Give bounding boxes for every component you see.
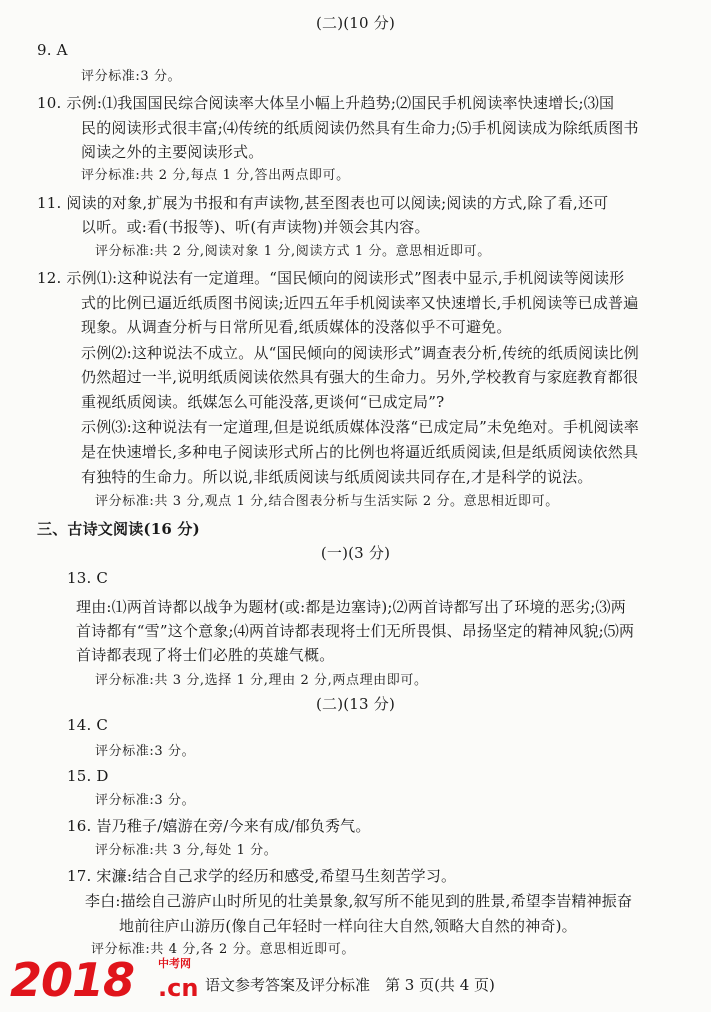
answer-q11-line2: 以听。或:看(书报等)、听(有声读物)并领会其内容。 [81,218,430,236]
scoring-q11: 评分标准:共 2 分,阅读对象 1 分,阅读方式 1 分。意思相近即可。 [95,244,491,259]
answer-q13-line3: 首诗都表现了将士们必胜的英雄气概。 [76,646,335,664]
answer-q13: 13. C [67,569,109,587]
answer-q17-line1: 17. 宋濂:结合自己求学的经历和感受,希望马生刻苦学习。 [67,867,457,885]
scoring-q13: 评分标准:共 3 分,选择 1 分,理由 2 分,两点理由即可。 [95,673,428,688]
scoring-q12: 评分标准:共 3 分,观点 1 分,结合图表分析与生活实际 2 分。意思相近即可。 [95,494,559,509]
scoring-q15: 评分标准:3 分。 [95,793,196,808]
answer-q9: 9. A [37,41,68,59]
site-logo-number: 2018 [10,953,135,1007]
answer-q12-line8: 是在快速增长,多种电子阅读形式所占的比例也将逼近纸质阅读,但是纸质阅读依然具 [81,443,639,461]
scoring-q16: 评分标准:共 3 分,每处 1 分。 [95,843,278,858]
answer-q12-line7: 示例⑶:这种说法有一定道理,但是说纸质媒体没落“已成定局”未免绝对。手机阅读率 [81,418,639,436]
answer-q15: 15. D [67,767,109,785]
subsection-heading-er-13: (二)(13 分) [315,695,396,713]
answer-q16: 16. 峕乃稚子/嬉游在旁/今来有成/郁负秀气。 [67,817,371,835]
answer-q13-line2: 首诗都有“雪”这个意象;⑷两首诗都表现将士们无所畏惧、昂扬坚定的精神风貌;⑸两 [76,622,635,640]
answer-q12-line9: 有独特的生命力。所以说,非纸质阅读与纸质阅读共同存在,才是科学的说法。 [81,468,593,486]
subsection-heading-er-10: (二)(10 分) [315,14,396,32]
scoring-q9: 评分标准:3 分。 [81,69,182,84]
answer-q10-line3: 阅读之外的主要阅读形式。 [81,143,264,161]
answer-q12-line5: 仍然超过一半,说明纸质阅读依然具有强大的生命力。另外,学校教育与家庭教育都很 [81,368,639,386]
scoring-q17: 评分标准:共 4 分,各 2 分。意思相近即可。 [91,942,355,957]
site-logo-domain: .cn [158,974,199,1002]
answer-q17-line2: 李白:描绘自己游庐山时所见的壮美景象,叙写所不能见到的胜景,希望李峕精神振奋 [85,892,633,910]
answer-q12-line2: 式的比例已逼近纸质图书阅读;近四五年手机阅读率又快速增长,手机阅读等已成普遍 [81,294,639,312]
answer-q14: 14. C [67,716,109,734]
section-heading-3: 三、古诗文阅读(16 分) [37,520,200,538]
answer-q10-line2: 民的阅读形式很丰富;⑷传统的纸质阅读仍然具有生命力;⑸手机阅读成为除纸质图书 [81,119,639,137]
answer-q13-line1: 理由:⑴两首诗都以战争为题材(或:都是边塞诗);⑵两首诗都写出了环境的恶劣;⑶两 [76,598,626,616]
site-logo-tag: 中考网 [158,957,191,970]
page-number-info: 语文参考答案及评分标准 第 3 页(共 4 页) [205,976,495,994]
subsection-heading-yi-3: (一)(3 分) [320,544,391,562]
answer-q12-line1: 12. 示例⑴:这种说法有一定道理。“国民倾向的阅读形式”图表中显示,手机阅读等阅读形 [37,269,625,287]
page-footer [0,955,711,1005]
answer-q12-line4: 示例⑵:这种说法不成立。从“国民倾向的阅读形式”调查表分析,传统的纸质阅读比例 [81,344,639,362]
answer-q11-line1: 11. 阅读的对象,扩展为书报和有声读物,甚至图表也可以阅读;阅读的方式,除了看,还可 [37,194,609,212]
scoring-q10: 评分标准:共 2 分,每点 1 分,答出两点即可。 [81,168,350,183]
scoring-q14: 评分标准:3 分。 [95,744,196,759]
answer-q17-line3: 地前往庐山游历(像自己年轻时一样向往大自然,领略大自然的神奇)。 [119,917,577,935]
answer-q12-line6: 重视纸质阅读。纸媒怎么可能没落,更谈何“已成定局”? [81,393,445,411]
answer-q12-line3: 现象。从调查分析与日常所见看,纸质媒体的没落似乎不可避免。 [81,318,512,336]
answer-q10-line1: 10. 示例:⑴我国国民综合阅读率大体呈小幅上升趋势;⑵国民手机阅读率快速增长;⑶国 [37,94,615,112]
